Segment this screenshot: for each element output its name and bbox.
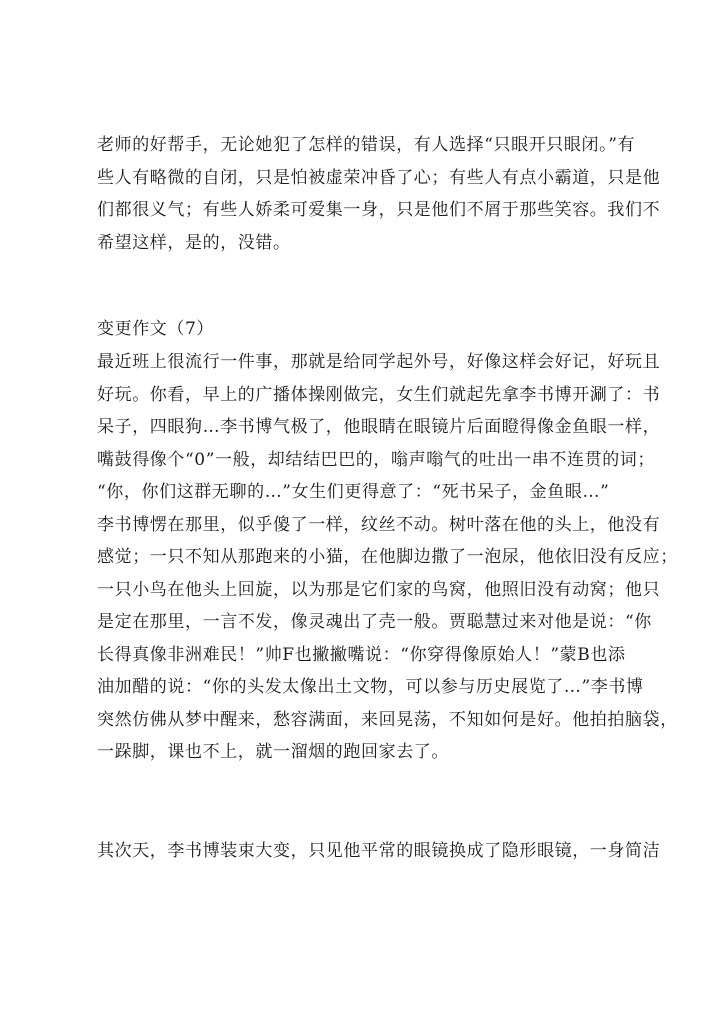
text-line: 些人有略微的自闭，只是怕被虚荣冲昏了心；有些人有点小霸道，只是他 bbox=[97, 167, 661, 188]
text-line: 好玩。你看，早上的广播体操刚做完，女生们就起先拿李书博开涮了：书 bbox=[97, 384, 661, 405]
text-line: 一只小鸟在他头上回旋，以为那是它们家的鸟窝，他照旧没有动窝；他只 bbox=[97, 579, 661, 600]
section-heading-text: 变更作文（7） bbox=[97, 319, 215, 339]
text-line: 们都很义气；有些人娇柔可爱集一身，只是他们不屑于那些笑容。我们不 bbox=[97, 200, 661, 220]
text-line: 感觉；一只不知从那跑来的小猫，在他脚边撒了一泡尿，他依旧没有反应； bbox=[97, 547, 678, 567]
text-line: 呆子，四眼狗…李书博气极了，他眼睛在眼镜片后面瞪得像金鱼眼一样， bbox=[97, 417, 661, 437]
text-line: 一跺脚，课也不上，就一溜烟的跑回家去了。 bbox=[97, 742, 449, 762]
text-line: 老师的好帮手，无论她犯了怎样的错误，有人选择“只眼开只眼闭。”有 bbox=[97, 135, 636, 155]
section-heading bbox=[97, 313, 637, 346]
text-line: 长得真像非洲难民！”帅F也撇撇嘴说：“你穿得像原始人！”蒙B也添 bbox=[97, 644, 626, 665]
text-line: 其次天，李书博装束大变，只见他平常的眼镜换成了隐形眼镜，一身简洁 bbox=[97, 841, 661, 861]
text-line: 是定在那里，一言不发，像灵魂出了壳一般。贾聪慧过来对他是说：“你 bbox=[97, 612, 652, 632]
text-line: 突然仿佛从梦中醒来，愁容满面，来回晃荡，不知如何是好。他拍拍脑袋， bbox=[97, 709, 678, 730]
text-line: 李书博愣在那里，似乎傻了一样，纹丝不动。树叶落在他的头上，他没有 bbox=[97, 514, 661, 535]
text-line: 油加醋的说：“你的头发太像出土文物，可以参与历史展览了…”李书博 bbox=[97, 677, 644, 697]
paragraph-2 bbox=[97, 346, 678, 769]
paragraph-3 bbox=[97, 835, 661, 868]
text-line: 嘴鼓得像个“0”一般，却结结巴巴的，嗡声嗡气的吐出一串不连贯的词； bbox=[97, 449, 655, 470]
text-line: 最近班上很流行一件事，那就是给同学起外号，好像这样会好记，好玩且 bbox=[97, 352, 661, 372]
text-line: “你，你们这群无聊的…”女生们更得意了：“死书呆子，金鱼眼…” bbox=[97, 482, 610, 502]
text-line: 希望这样，是的，没错。 bbox=[97, 232, 291, 253]
paragraph-1 bbox=[97, 129, 661, 259]
